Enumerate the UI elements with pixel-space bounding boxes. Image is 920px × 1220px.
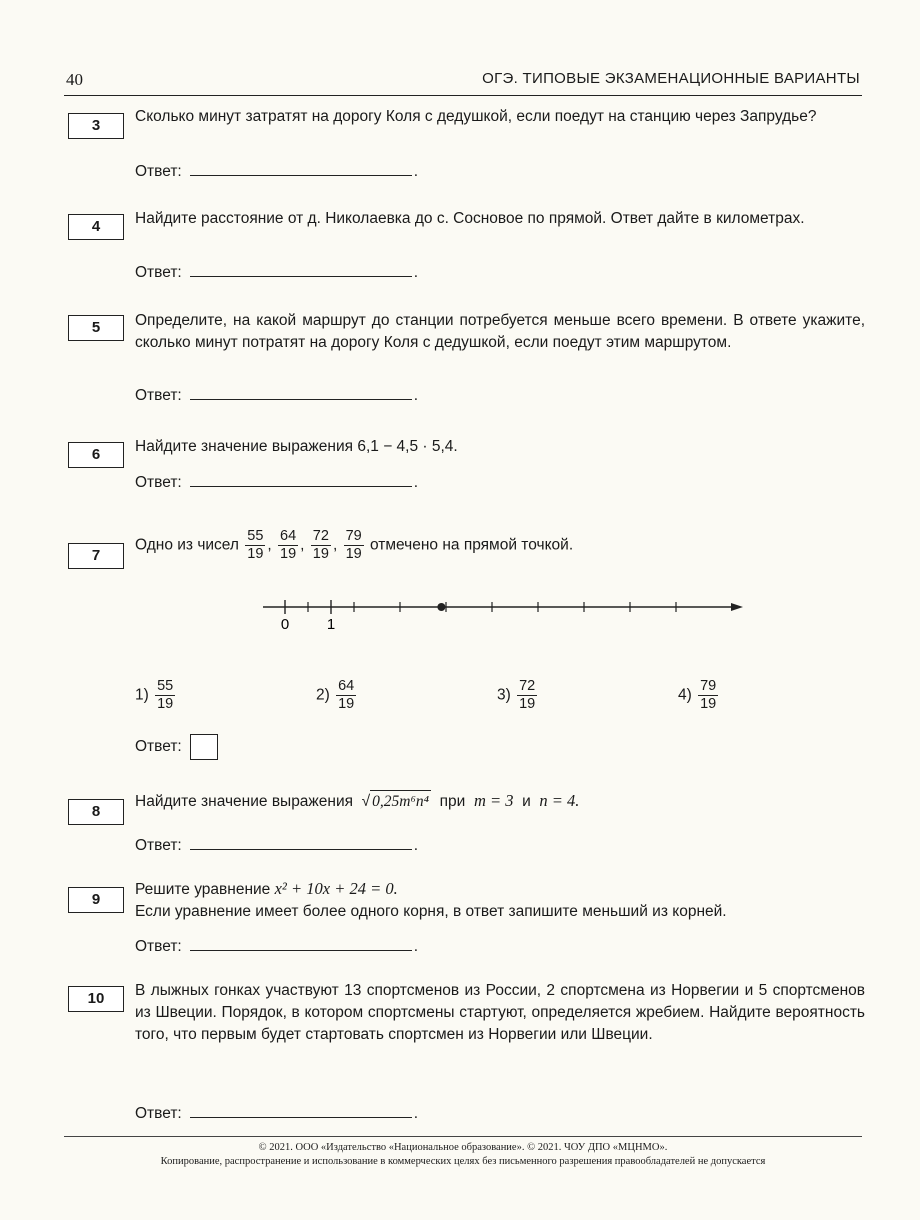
answer-label: Ответ: <box>135 387 182 404</box>
task-number-box: 7 <box>68 543 124 569</box>
answer-field[interactable] <box>190 161 412 176</box>
answer-row: Ответ: . <box>135 474 419 491</box>
footer-rule <box>64 1136 862 1137</box>
number-line-arrow <box>731 603 743 611</box>
answer-label: Ответ: <box>135 264 182 281</box>
answer-row: Ответ: . <box>135 1105 419 1122</box>
answer-row: Ответ: . <box>135 938 419 955</box>
task-number-box: 6 <box>68 442 124 468</box>
answer-label: Ответ: <box>135 738 182 756</box>
answer-row: Ответ: . <box>135 837 419 854</box>
page-number: 40 <box>66 70 83 89</box>
number-line <box>255 595 745 635</box>
tick-label-0: 0 <box>280 616 290 633</box>
task-text: Решите уравнение x² + 10x + 24 = 0. Если уравнение имеет более одного корня, в ответ запишите меньший из корней. <box>135 879 727 920</box>
fraction: $\frac{64}{19}$ <box>280 528 297 562</box>
task-number-box: 8 <box>68 799 124 825</box>
fraction: $\frac{55}{19}$ <box>247 528 264 562</box>
answer-label: Ответ: <box>135 474 182 491</box>
task-text: Определите, на какой маршрут до станции потребуется меньше всего времени. В ответе укажите, сколько минут потратят на дорогу Коля с дедушкой, если поедут этим маршрутом. <box>135 312 865 351</box>
equation: x² + 10x + 24 = 0. <box>274 879 398 898</box>
answer-field[interactable] <box>190 262 412 277</box>
fraction: $\frac{55}{19}$ <box>157 678 174 712</box>
task-number-box: 9 <box>68 887 124 913</box>
footer-notice: Копирование, распространение и использование в коммерческих целях без письменного разрешения правообладателей не допускается <box>160 1156 766 1167</box>
fraction: $\frac{79}{19}$ <box>345 528 362 562</box>
option-2: 2) $\frac{64}{19}$ <box>316 678 355 712</box>
task-text: Сколько минут затратят на дорогу Коля с дедушкой, если поедут на станцию через Запрудье? <box>135 108 817 125</box>
answer-row: Ответ: . <box>135 163 419 180</box>
answer-label: Ответ: <box>135 163 182 180</box>
task-text: Найдите расстояние от д. Николаевка до с. Сосновое по прямой. Ответ дайте в километрах. <box>135 210 805 227</box>
task-number-box: 3 <box>68 113 124 139</box>
task-text: Найдите значение выражения 6,1 − 4,5 · 5,4. <box>135 438 458 455</box>
marked-point <box>437 603 445 611</box>
running-title: ОГЭ. ТИПОВЫЕ ЭКЗАМЕНАЦИОННЫЕ ВАРИАНТЫ <box>482 70 860 87</box>
footer-copyright: © 2021. ООО «Издательство «Национальное образование». © 2021. ЧОУ ДПО «МЦНМО». <box>258 1142 668 1153</box>
answer-row: Ответ: . <box>135 264 419 281</box>
tick-label-1: 1 <box>326 616 336 633</box>
task-text: Одно из чисел $\frac{55}{19}$ , $\frac{64}{19}$ , $\frac{72}{19}$ , $\frac{79}{19}$ отмечено на прямой точкой. <box>135 528 574 562</box>
task-number-box: 4 <box>68 214 124 240</box>
task-number-box: 5 <box>68 315 124 341</box>
answer-label: Ответ: <box>135 938 182 955</box>
option-3: 3) $\frac{72}{19}$ <box>497 678 536 712</box>
option-4: 4) $\frac{79}{19}$ <box>678 678 717 712</box>
answer-field[interactable] <box>190 1103 412 1118</box>
radical-expression: 0,25m⁶n⁴ <box>370 790 431 813</box>
fraction: $\frac{64}{19}$ <box>338 678 355 712</box>
answer-box[interactable] <box>190 734 218 760</box>
answer-field[interactable] <box>190 385 412 400</box>
answer-label: Ответ: <box>135 837 182 854</box>
task-text: Найдите значение выражения √ 0,25m⁶n⁴ при m = 3 и n = 4. <box>135 790 865 813</box>
answer-row <box>135 734 218 760</box>
answer-field[interactable] <box>190 936 412 951</box>
task-number-box: 10 <box>68 986 124 1012</box>
answer-label: Ответ: <box>135 1105 182 1122</box>
answer-field[interactable] <box>190 835 412 850</box>
fraction: $\frac{72}{19}$ <box>312 528 329 562</box>
fraction: $\frac{79}{19}$ <box>700 678 717 712</box>
option-1: 1) $\frac{55}{19}$ <box>135 678 174 712</box>
fraction: $\frac{72}{19}$ <box>519 678 536 712</box>
answer-row: Ответ: . <box>135 387 419 404</box>
answer-field[interactable] <box>190 472 412 487</box>
header-rule <box>64 95 862 96</box>
task-text: В лыжных гонках участвуют 13 спортсменов из России, 2 спортсмена из Норвегии и 5 спортсменов из Швеции. Порядок, в котором спортсмены стартуют, определяется жребием. Найдите вероятность того, что первым будет стартовать спортсмен из Норвегии или Швеции. <box>135 982 865 1043</box>
